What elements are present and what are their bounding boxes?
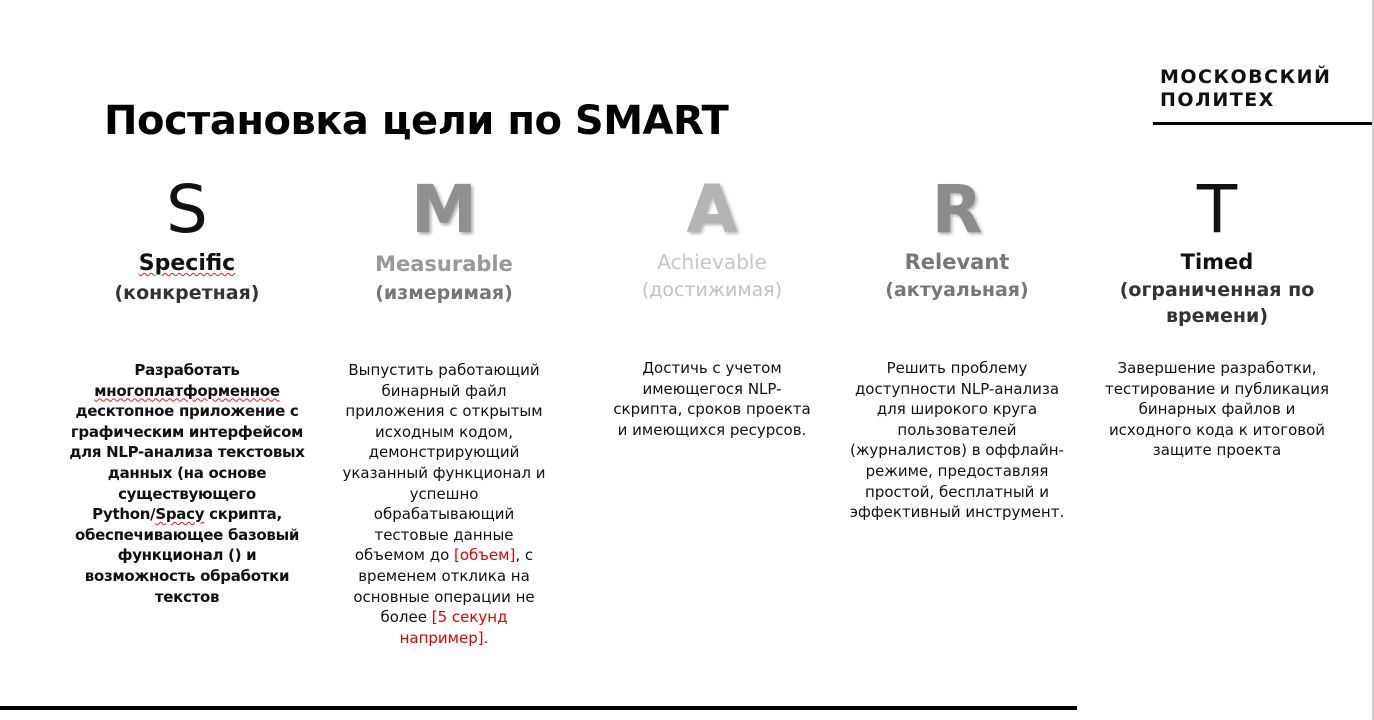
smart-letter-r: R [931,171,983,248]
smart-letter-t: T [1196,171,1238,248]
smart-desc-achievable: Достичь с учетом имеющегося NLP-скрипта, сроков проекта и имеющихся ресурсов. [613,359,811,439]
logo-line-2: ПОЛИТЕХ [1160,89,1275,111]
desc-specific-part-5: скрипта, обеспечивающее базовый функционал () и возможность обработки текстов [74,505,300,606]
smart-sub-specific: (конкретная) [114,282,260,304]
desc-measurable-part-2: , с временем отклика на основные операции не более [353,546,535,627]
smart-name-timed: Timed [1180,250,1254,274]
desc-specific-part-2: многоплатформенное [94,381,280,400]
desc-measurable-time-highlight: [5 секунд например]. [399,608,508,647]
smart-desc-timed: Завершение разработки, тестирование и публикация бинарных файлов и исходного кода к итоговой защите проекта [1105,359,1330,460]
smart-sub-relevant: (актуальная) [885,279,1029,301]
smart-letter-m: M [411,171,477,248]
desc-measurable-volume-highlight: [объем] [454,546,516,565]
page-title: Постановка цели по SMART [104,98,729,144]
desc-specific-part-4: Spacy [155,505,205,524]
desc-specific-part-1: Разработать [134,361,240,379]
smart-desc-relevant: Решить проблему доступности NLP-анализа для широкого круга пользователей (журналистов) в оффлайн-режиме, предоставляя простой, бесплатный и эффективный инструмент. [849,359,1065,522]
smart-letter-s: S [166,171,208,248]
logo-underline [1153,122,1372,125]
desc-specific-part-3: десктопное приложение с графическим интерфейсом для NLP-анализа текстовых данных (на основе существующего Python/ [69,402,305,524]
smart-desc-measurable [339,360,549,648]
smart-name-specific [66,251,308,277]
smart-letter-a: A [686,171,738,248]
smart-name-measurable: Measurable [375,252,513,276]
smart-name-specific-text: Specific [138,251,236,276]
logo [1160,66,1331,112]
smart-name-relevant: Relevant [904,250,1010,274]
smart-desc-specific [66,360,308,607]
logo-line-1: МОСКОВСКИЙ [1160,66,1332,88]
smart-sub-achievable: (достижимая) [641,279,783,301]
smart-sub-measurable: (измеримая) [375,282,513,304]
smart-name-achievable: Achievable [657,250,767,274]
smart-sub-timed: (ограниченная по времени) [1119,279,1315,327]
desc-measurable-part-1: Выпустить работающий бинарный файл приложения с открытым исходным кодом, демонстрирующий указанный функционал и успешно обрабатывающий тестовые данные объемом до [342,361,546,565]
bottom-rule [0,706,1077,710]
